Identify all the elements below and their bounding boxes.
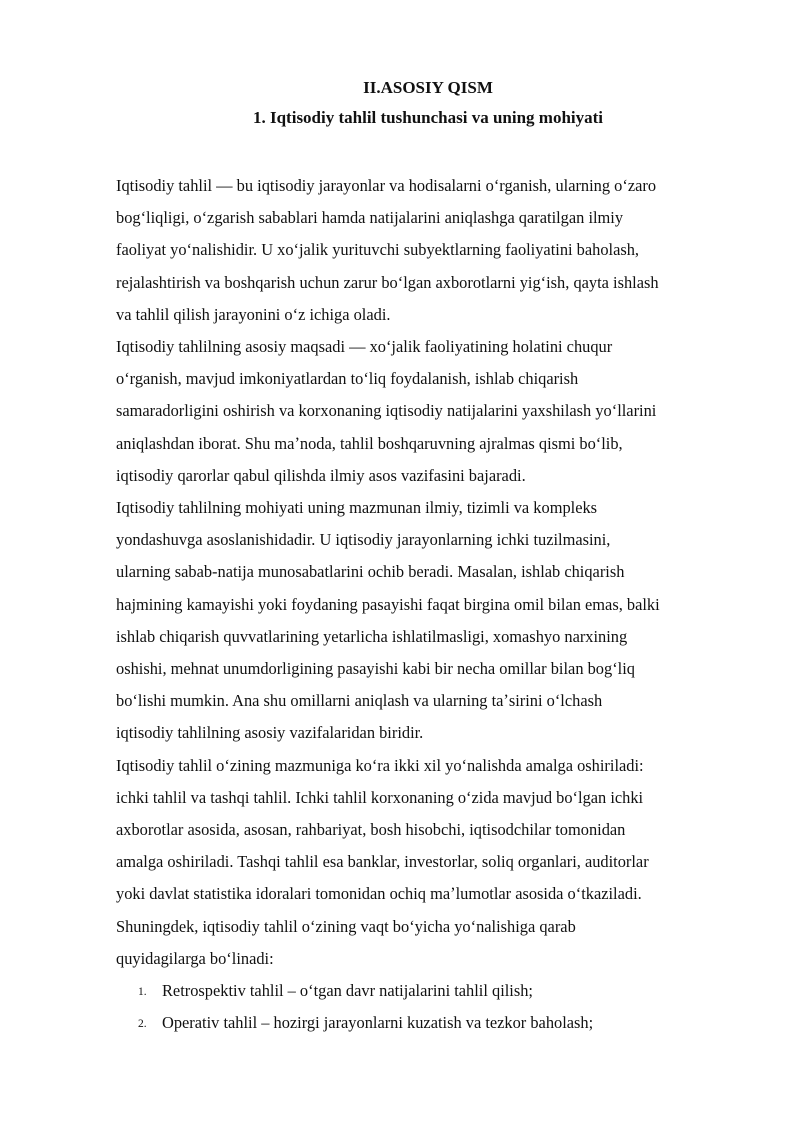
text-line: Iqtisodiy tahlilning asosiy maqsadi — xoʻjalik faoliyatining holatini chuqur <box>116 337 613 357</box>
text-line: hajmining kamayishi yoki foydaning pasayishi faqat birgina omil bilan emas, balki <box>116 594 660 614</box>
list-item-text: Operativ tahlil – hozirgi jarayonlarni kuzatish va tezkor baholash; <box>162 1013 594 1033</box>
text-line: yoki davlat statistika idoralari tomonidan ochiq maʼlumotlar asosida oʻtkaziladi. <box>116 884 642 904</box>
numbered-list <box>116 975 740 1039</box>
text-line: samaradorligini oshirish va korxonaning iqtisodiy natijalarini yaxshilash yoʻllarini <box>116 401 657 421</box>
text-line: ishlab chiqarish quvvatlarining yetarlicha ishlatilmasligi, xomashyo narxining <box>116 626 628 646</box>
text-line: amalga oshiriladi. Tashqi tahlil esa banklar, investorlar, soliq organlari, auditorlar <box>116 852 649 872</box>
text-line: ularning sabab-natija munosabatlarini ochib beradi. Masalan, ishlab chiqarish <box>116 562 625 582</box>
text-line: boʻlishi mumkin. Ana shu omillarni aniqlash va ularning taʼsirini oʻlchash <box>116 691 603 711</box>
text-line: iqtisodiy qarorlar qabul qilishda ilmiy asos vazifasini bajaradi. <box>116 465 526 485</box>
text-line: aniqlashdan iborat. Shu maʼnoda, tahlil boshqaruvning ajralmas qismi boʻlib, <box>116 433 623 453</box>
text-line: Shuningdek, iqtisodiy tahlil oʻzining vaqt boʻyicha yoʻnalishiga qarab <box>116 916 576 936</box>
text-line: Iqtisodiy tahlil oʻzining mazmuniga koʻra ikki xil yoʻnalishda amalga oshiriladi: <box>116 755 644 775</box>
document-page <box>116 74 740 1039</box>
text-line: oshishi, mehnat unumdorligining pasayishi kabi bir necha omillar bilan bogʻliq <box>116 659 635 679</box>
text-line: Iqtisodiy tahlil — bu iqtisodiy jarayonlar va hodisalarni oʻrganish, ularning oʻzaro <box>116 176 657 195</box>
text-line: iqtisodiy tahlilning asosiy vazifalaridan biridir. <box>116 723 424 743</box>
list-item-text: Retrospektiv tahlil – oʻtgan davr natijalarini tahlil qilish; <box>162 981 533 1001</box>
paragraph <box>116 170 740 331</box>
paragraph <box>116 750 740 975</box>
paragraph <box>116 492 740 750</box>
list-item <box>116 1007 740 1039</box>
subsection-title: 1. Iqtisodiy tahlil tushunchasi va uning mohiyati <box>252 108 604 127</box>
text-line: faoliyat yoʻnalishidir. U xoʻjalik yurituvchi subyektlarning faoliyatini baholash, <box>116 240 640 260</box>
paragraph <box>116 331 740 492</box>
body-text <box>116 170 740 1039</box>
text-line: ichki tahlil va tashqi tahlil. Ichki tahlil korxonaning oʻzida mavjud boʻlgan ichki <box>116 787 644 807</box>
list-item-number: 1. <box>138 986 147 999</box>
text-line: Iqtisodiy tahlilning mohiyati uning mazmunan ilmiy, tizimli va kompleks <box>116 498 598 518</box>
text-line: oʻrganish, mavjud imkoniyatlardan toʻliq foydalanish, ishlab chiqarish <box>116 369 579 389</box>
text-line: bogʻliqligi, oʻzgarish sabablari hamda natijalarini aniqlashga qaratilgan ilmiy <box>116 208 624 228</box>
section-heading: II.ASOSIY QISM <box>363 78 493 97</box>
text-line: va tahlil qilish jarayonini oʻz ichiga oladi. <box>116 304 391 324</box>
text-line: axborotlar asosida, asosan, rahbariyat, bosh hisobchi, iqtisodchilar tomonidan <box>116 820 626 840</box>
text-line: quyidagilarga boʻlinadi: <box>116 948 274 968</box>
text-line: yondashuvga asoslanishidadir. U iqtisodiy jarayonlarning ichki tuzilmasini, <box>116 530 611 550</box>
text-line: rejalashtirish va boshqarish uchun zarur boʻlgan axborotlarni yigʻish, qayta ishlash <box>116 272 659 292</box>
list-item <box>116 975 740 1007</box>
list-item-number: 2. <box>138 1018 147 1031</box>
